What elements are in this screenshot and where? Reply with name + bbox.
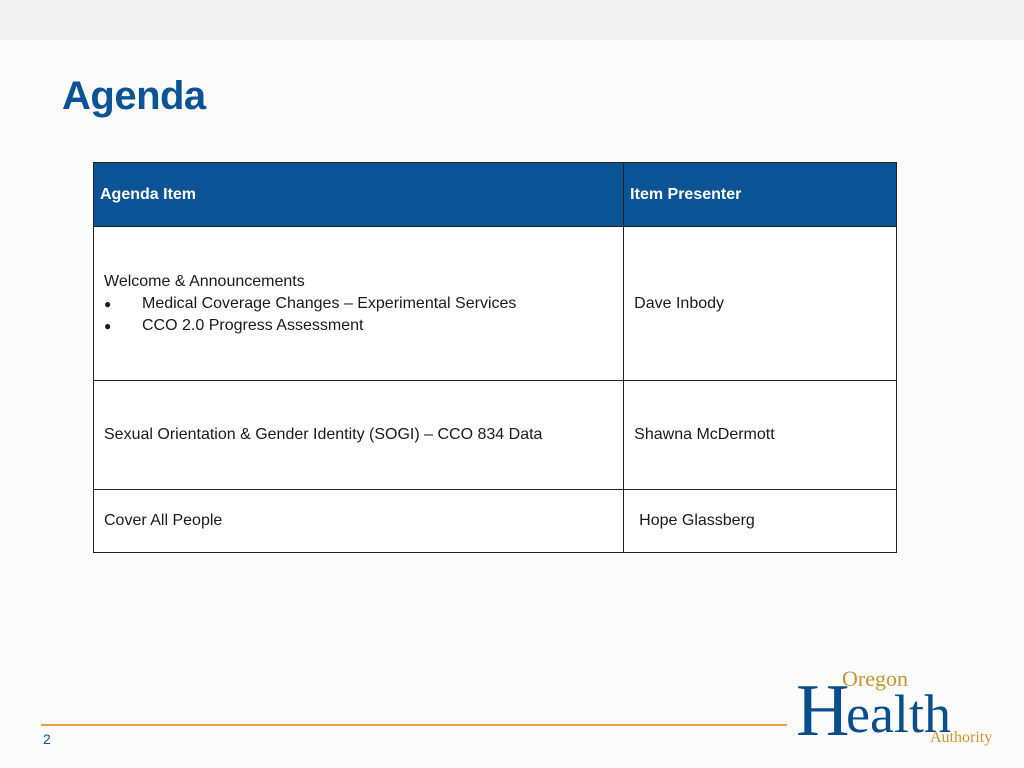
agenda-table — [93, 162, 897, 553]
list-item — [104, 315, 613, 337]
footer-divider — [41, 724, 787, 726]
page-number: 2 — [43, 731, 51, 747]
table-row — [94, 381, 897, 490]
presenter-cell: Dave Inbody — [624, 227, 897, 381]
bullet-text: CCO 2.0 Progress Assessment — [142, 316, 364, 334]
logo-ealth-text: ealth — [846, 684, 951, 744]
top-band — [0, 0, 1024, 40]
header-item-presenter: Item Presenter — [624, 163, 897, 227]
bullet-icon: ● — [104, 296, 112, 311]
presenter-cell: Shawna McDermott — [624, 381, 897, 490]
header-agenda-item: Agenda Item — [94, 163, 624, 227]
oregon-health-authority-logo — [794, 662, 1004, 746]
logo-oregon-text: Oregon — [842, 666, 908, 691]
agenda-item-cell — [94, 227, 624, 381]
logo-h-letter: H — [796, 670, 850, 746]
slide-title: Agenda — [62, 74, 206, 118]
agenda-item-heading: Welcome & Announcements — [104, 272, 305, 290]
agenda-item-cell: Sexual Orientation & Gender Identity (SOGI) – CCO 834 Data — [94, 381, 624, 490]
bullet-text: Medical Coverage Changes – Experimental Services — [142, 294, 517, 312]
table-row — [94, 490, 897, 553]
agenda-item-content — [104, 271, 613, 337]
table-row — [94, 227, 897, 381]
table-header-row — [94, 163, 897, 227]
agenda-item-cell: Cover All People — [94, 490, 624, 553]
presenter-cell: Hope Glassberg — [624, 490, 897, 553]
list-item — [104, 293, 613, 315]
logo-authority-text: Authority — [930, 729, 993, 746]
bullet-icon: ● — [104, 318, 112, 333]
